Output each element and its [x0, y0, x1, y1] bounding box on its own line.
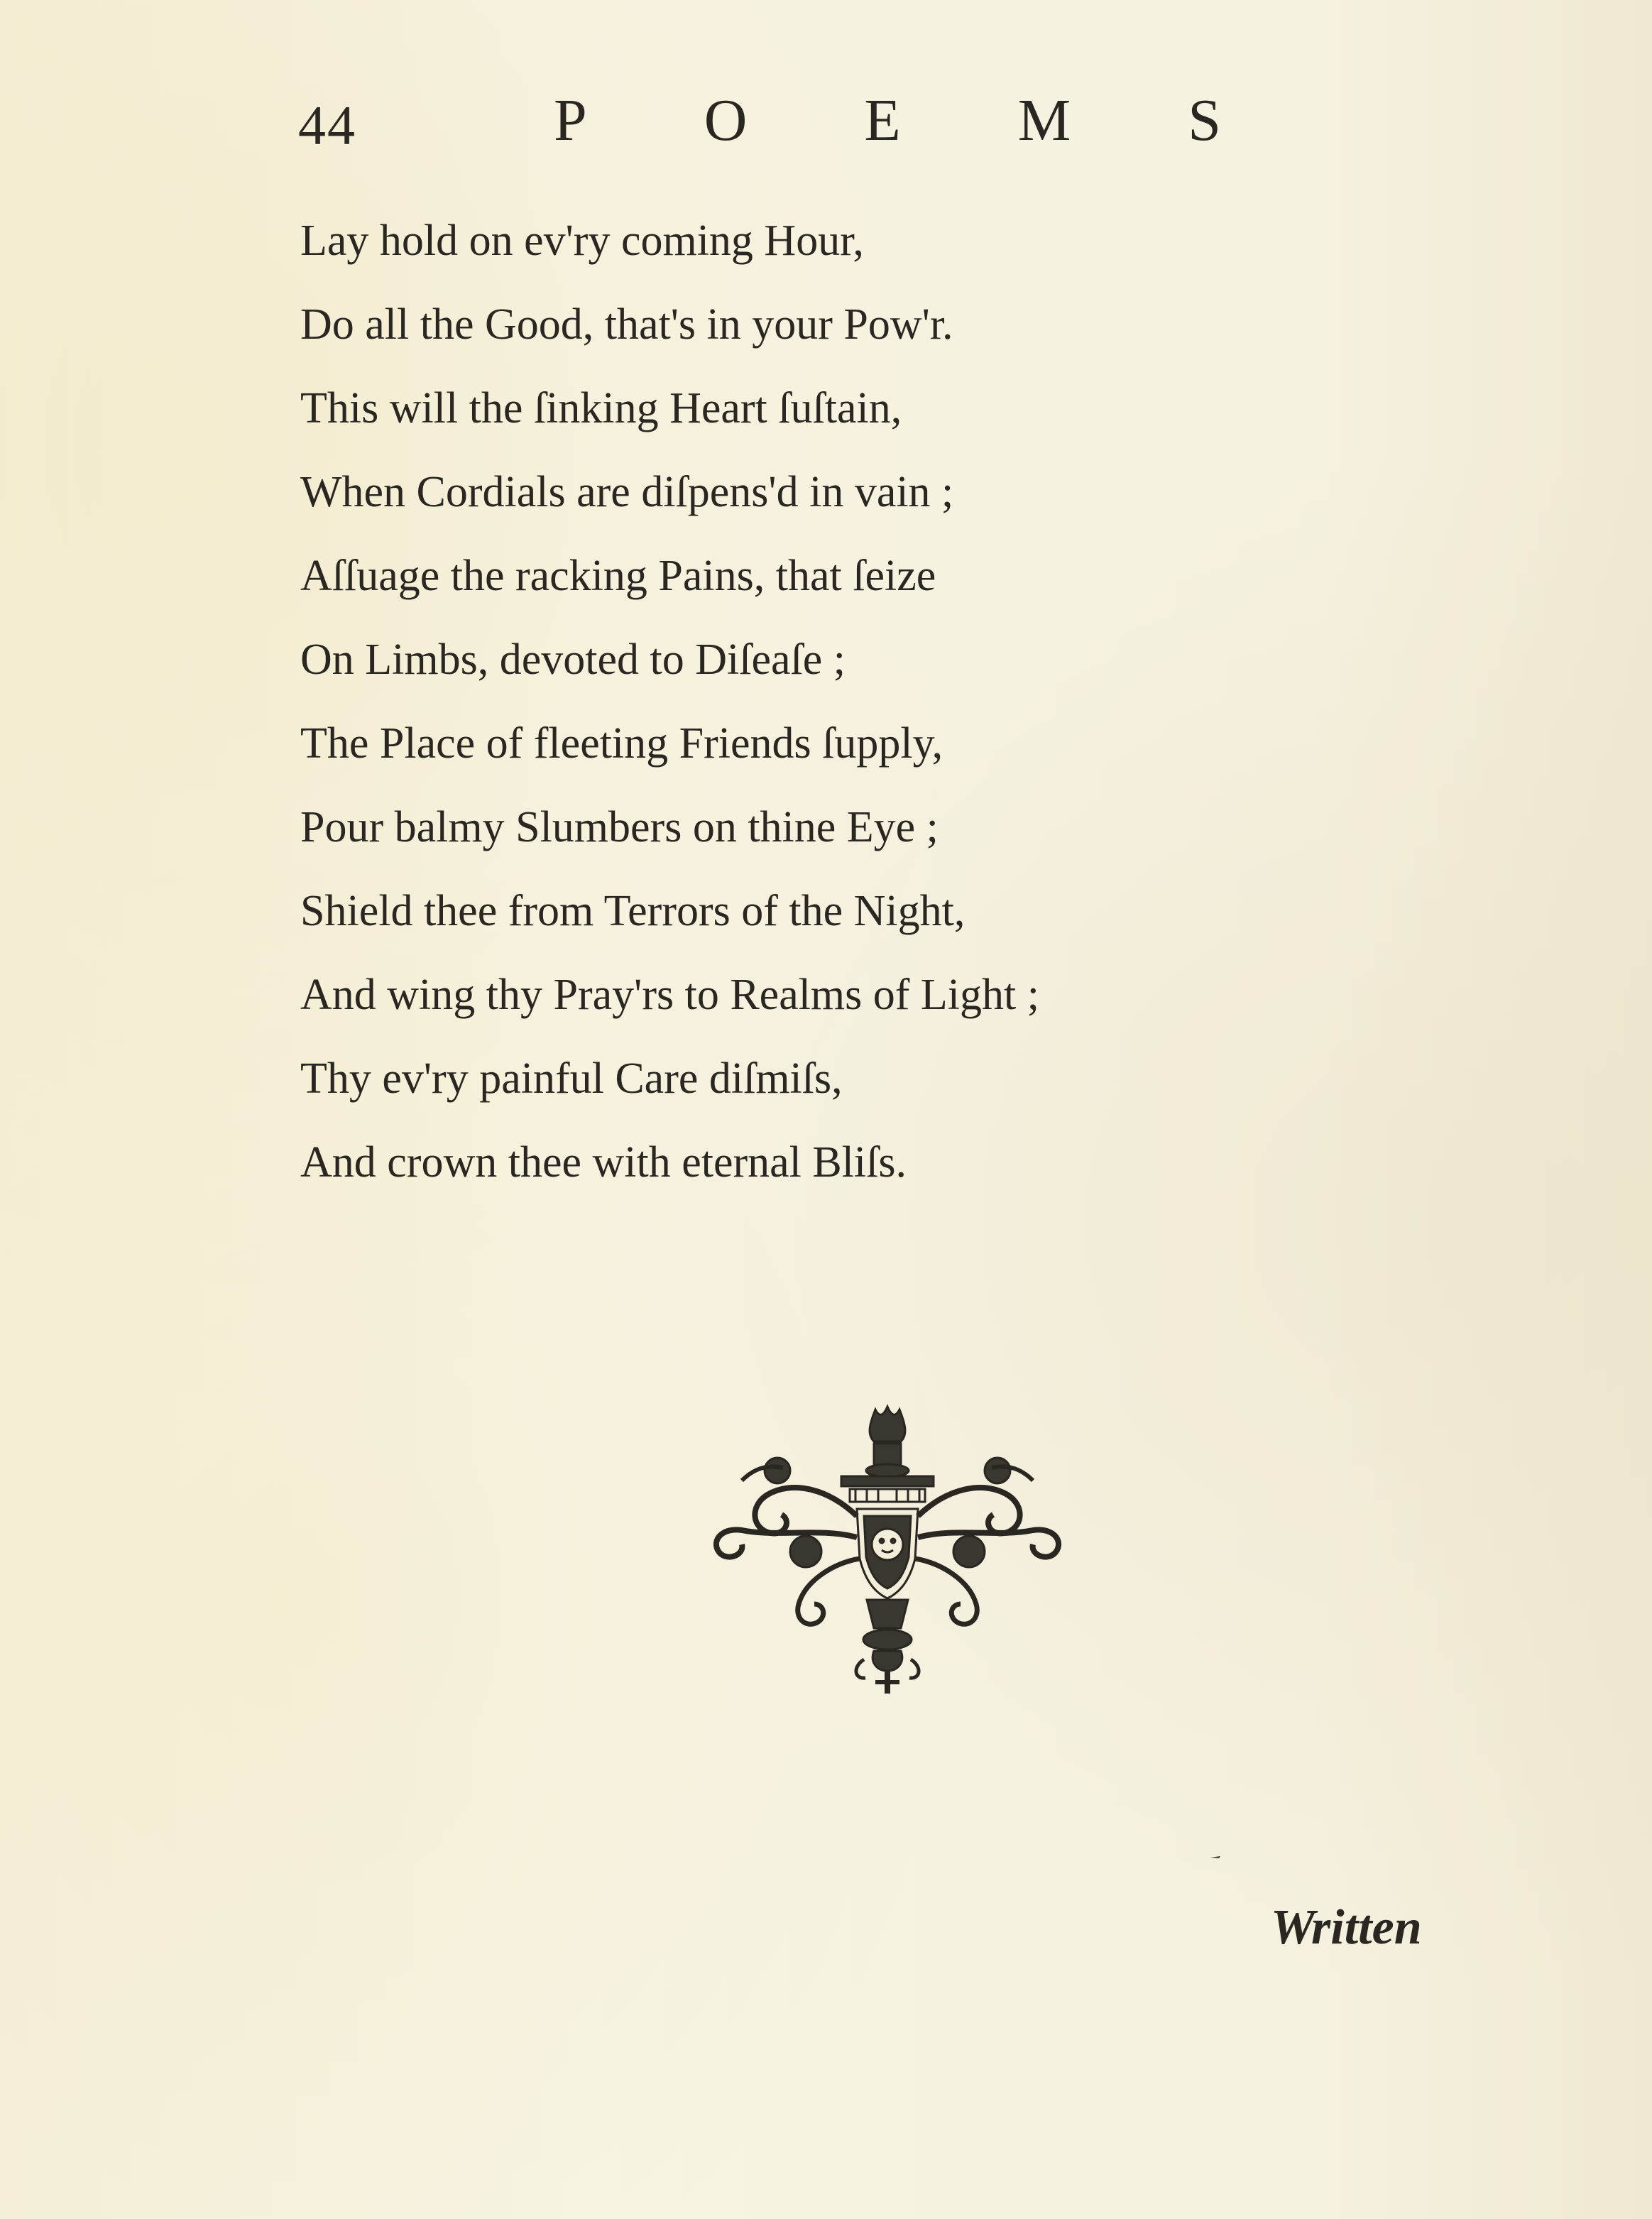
running-head-letter: M [1017, 87, 1071, 153]
verse-line: When Cordials are diſpens'd in vain ; [300, 468, 954, 516]
printers-ornament-icon [699, 1402, 1076, 1701]
verse-line: The Place of fleeting Friends ſupply, [300, 719, 943, 768]
verse-line: And wing thy Pray'rs to Realms of Light ; [300, 971, 1039, 1019]
verse-line: On Limbs, devoted to Diſeaſe ; [300, 636, 846, 684]
verse-line: Pour balmy Slumbers on thine Eye ; [300, 803, 939, 851]
verse-line: Thy ev'ry painful Care diſmiſs, [300, 1054, 843, 1103]
catchword: Written [1271, 1900, 1422, 1955]
verse-line: Aſſuage the racking Pains, that ſeize [300, 552, 936, 600]
verse-line: And crown thee with eternal Bliſs. [300, 1138, 907, 1187]
verse-line: Shield thee from Terrors of the Night, [300, 887, 966, 935]
ink-speck-icon [1210, 1855, 1220, 1859]
poem-verse [300, 199, 1294, 1204]
running-head-letter: S [1188, 87, 1221, 153]
verse-line: This will the ſinking Heart ſuſtain, [300, 384, 902, 432]
page-number: 44 [298, 94, 356, 156]
running-head [554, 87, 1221, 153]
verse-line: Do all the Good, that's in your Pow'r. [300, 300, 953, 349]
running-head-letter: P [554, 87, 587, 153]
running-head-letter: O [704, 87, 748, 153]
running-head-letter: E [864, 87, 901, 153]
verse-line: Lay hold on ev'ry coming Hour, [300, 217, 864, 265]
